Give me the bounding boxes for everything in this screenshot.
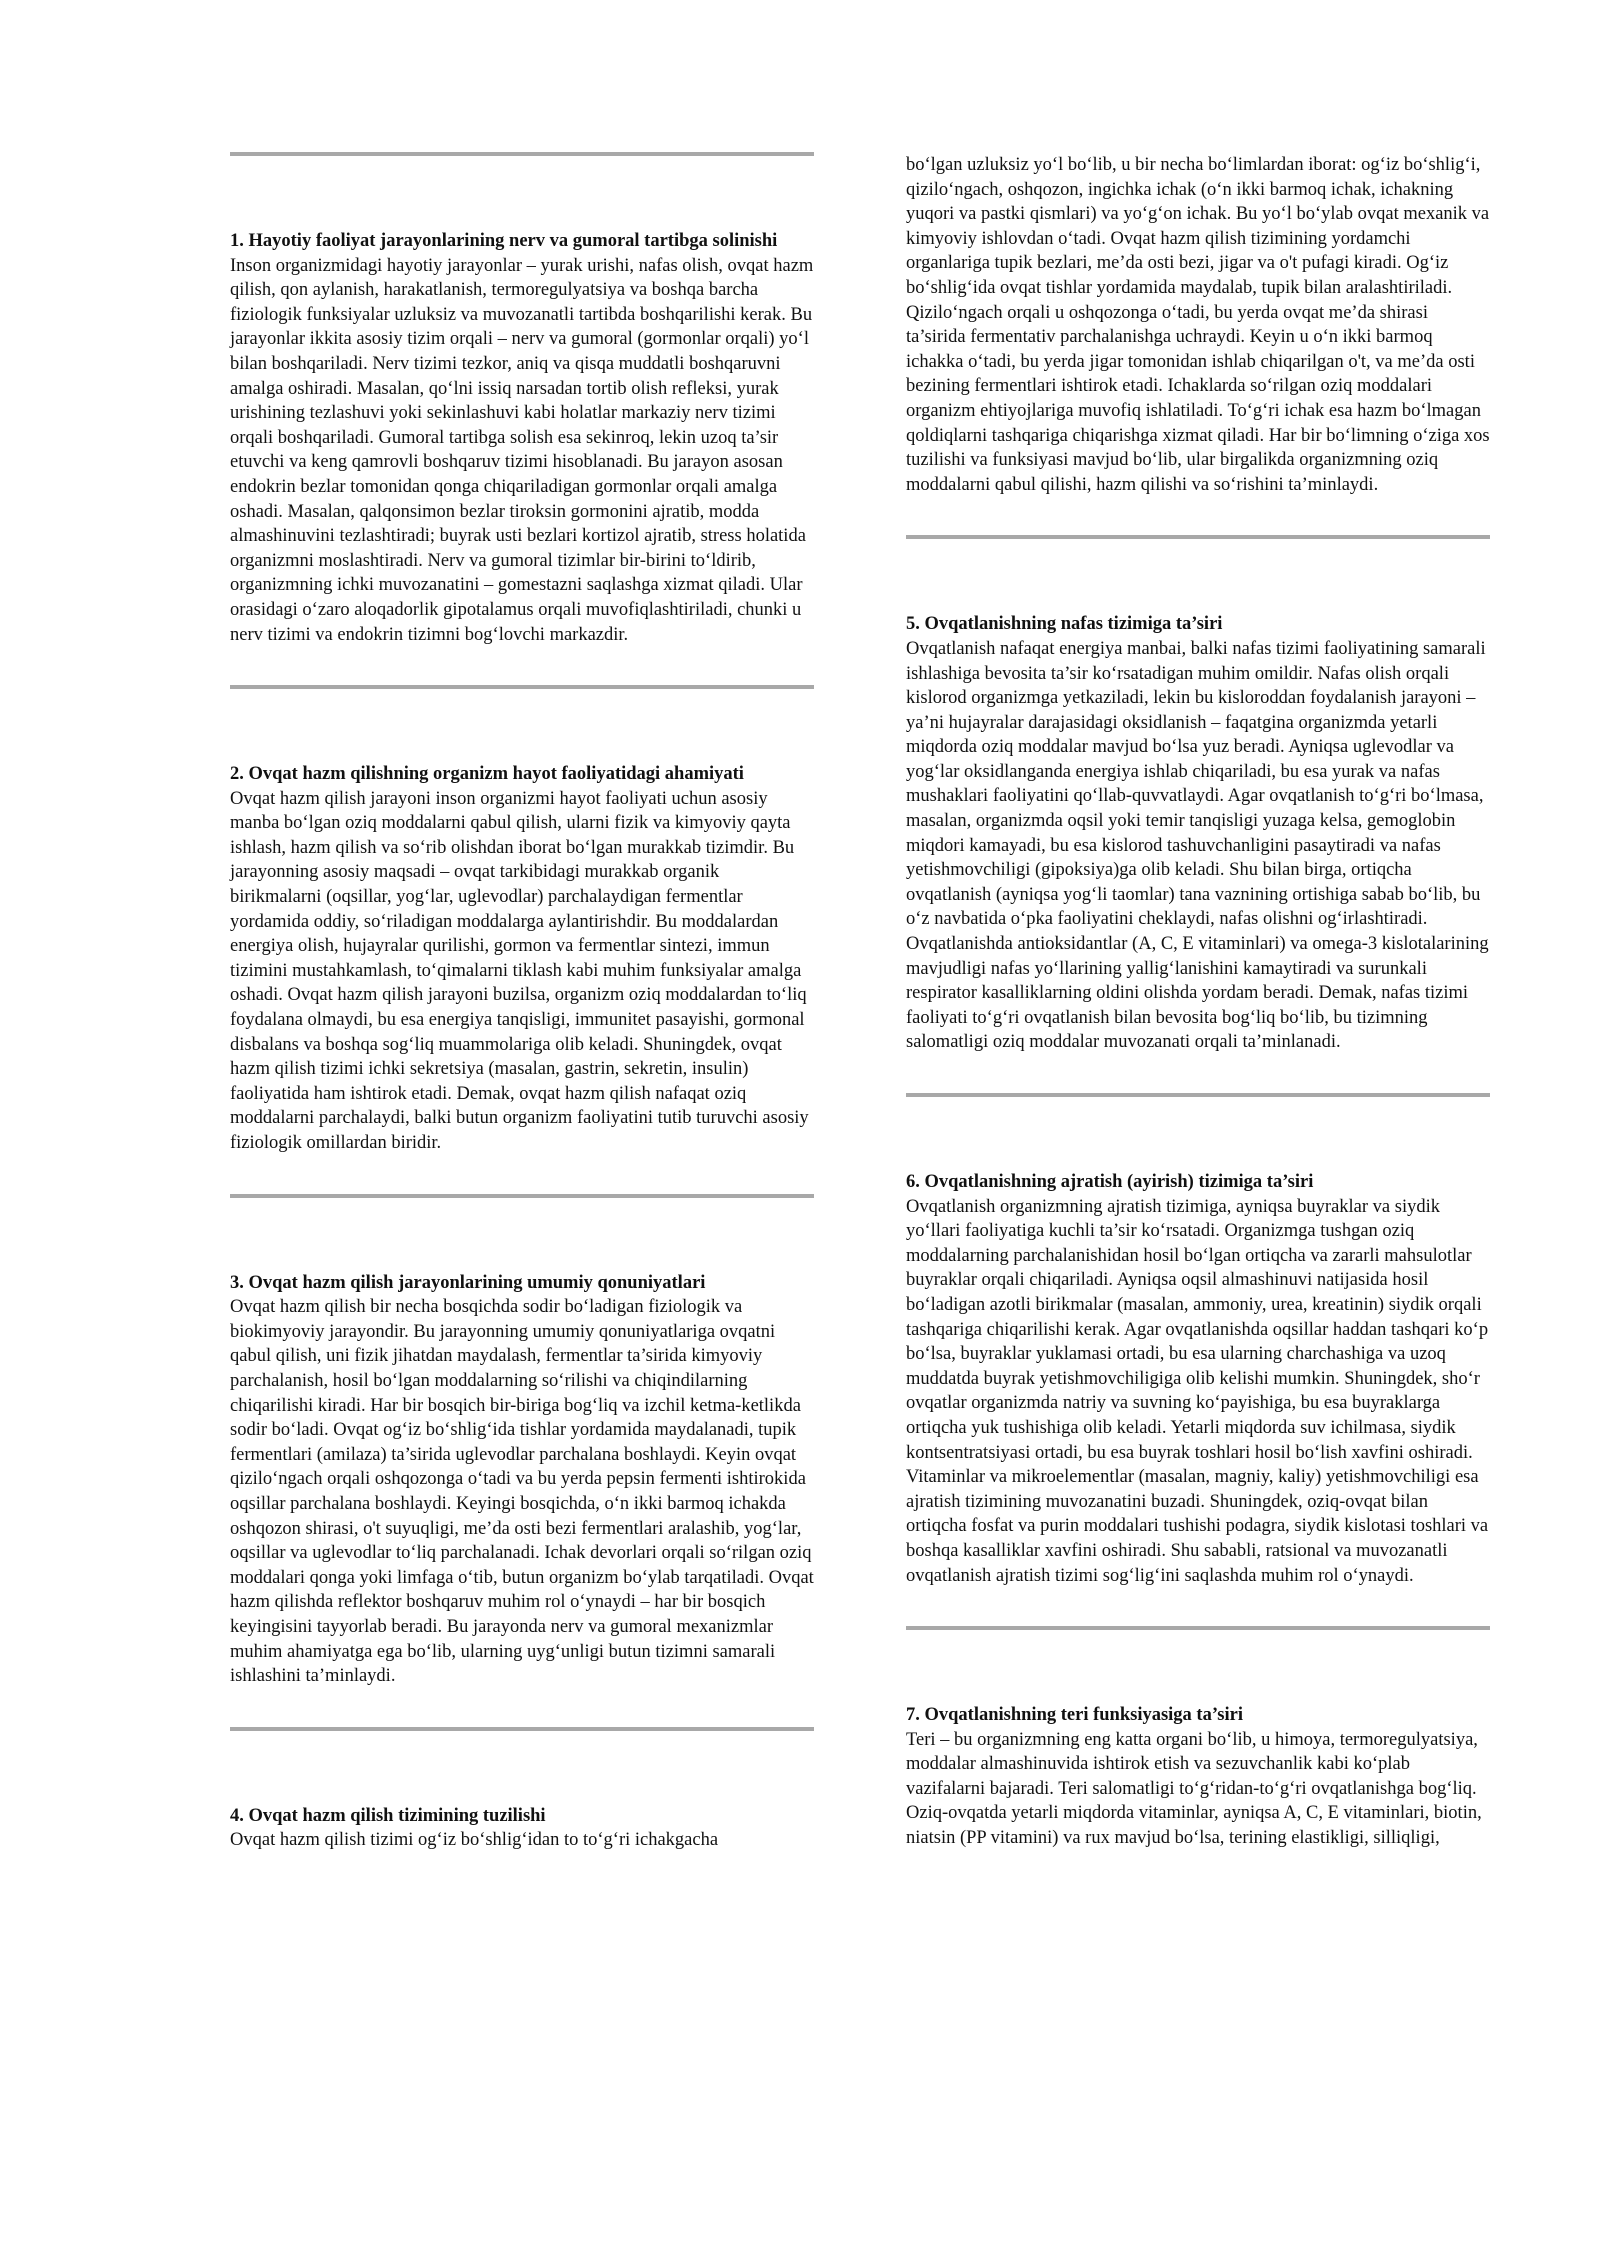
section-3 [230,1271,814,1689]
section-heading: 1. Hayotiy faoliyat jarayonlarining nerv va gumoral tartibga solinishi [230,231,778,251]
left-column [230,0,814,1853]
section-body: Ovqat hazm qilish jarayoni inson organizmi hayot faoliyati uchun asosiy manba bo‘lgan oziq moddalarni qabul qilish, ularni fizik va kimyoviy qayta ishlash, hazm qilish va so‘rib olishdan iborat bo‘lgan murakkab tizimdir. Bu jarayonning asosiy maqsadi – ovqat tarkibidagi murakkab organik birikmalarni (oqsillar, yog‘lar, uglevodlar) parchalaydigan fermentlar yordamida oddiy, so‘riladigan moddalarga aylantirishdir. Bu moddalardan energiya olish, hujayralar qurilishi, gormon va fermentlar sintezi, immun tizimini mustahkamlash, to‘qimalarni tiklash kabi muhim funksiyalar amalga oshadi. Ovqat hazm qilish jarayoni buzilsa, organizm oziq moddalardan to‘liq foydalana olmaydi, bu esa energiya tanqisligi, immunitet pasayishi, gormonal disbalans va boshqa sog‘liq muammolariga olib keladi. Shuningdek, ovqat hazm qilish tizimi ichki sekretsiya (masalan, gastrin, sekretin, insulin) faoliyatida ham ishtirok etadi. Demak, ovqat hazm qilish nafaqat oziq moddalarni parchalaydi, balki butun organizm faoliyatini tutib turuvchi asosiy fiziologik omillardan biridir. [230,788,809,1153]
section-body: Teri – bu organizmning eng katta organi bo‘lib, u himoya, termoregulyatsiya, moddalar almashinuvida ishtirok etish va sezuvchanlik kabi ko‘plab vazifalarni bajaradi. Teri salomatligi to‘g‘ridan-to‘g‘ri ovqatlanishga bog‘liq. Oziq-ovqatda yetarli miqdorda vitaminlar, ayniqsa A, C, E vitaminlari, biotin, niatsin (PP vitamini) va rux mavjud bo‘lsa, terining elastikligi, silliqligi, [906,1729,1482,1849]
section-heading: 2. Ovqat hazm qilishning organizm hayot faoliyatidagi ahamiyati [230,764,744,785]
section-divider [230,1194,814,1198]
section-heading: 6. Ovqatlanishning ajratish (ayirish) tizimiga ta’siri [906,1172,1314,1192]
section-body: Ovqat hazm qilish tizimi og‘iz bo‘shlig‘idan to to‘g‘ri ichakgacha [230,1830,719,1851]
section-divider [230,685,814,689]
section-heading: 4. Ovqat hazm qilish tizimining tuzilishi [230,1805,546,1826]
section-body: bo‘lgan uzluksiz yo‘l bo‘lib, u bir necha bo‘limlardan iborat: og‘iz bo‘shlig‘i, qizilo‘ngach, oshqozon, ingichka ichak (o‘n ikki barmoq ichak, ichakning yuqori va pastki qismlari) va yo‘g‘on ichak. Bu yo‘l bo‘ylab ovqat mexanik va kimyoviy ishlovdan o‘tadi. Ovqat hazm qilish tizimining yordamchi organlariga tupik bezlari, me’da osti bezi, jigar va o't pufagi kiradi. Og‘iz bo‘shlig‘ida ovqat tishlar yordamida maydalab, tupik bilan aralashtiriladi. Qizilo‘ngach orqali u oshqozonga o‘tadi, bu yerda ovqat me’da shirasi ta’sirida fermentativ parchalanishga uchraydi. Keyin u o‘n ikki barmoq ichakka o‘tadi, bu yerda jigar tomonidan ishlab chiqarilgan o't, va me’da osti bezining fermentlari ishtirok etadi. Ichaklarda so‘rilgan oziq moddalari organizm ehtiyojlariga muvofiq ishlatiladi. To‘g‘ri ichak esa hazm bo‘lmagan qoldiqlarni tashqariga chiqarishga xizmat qiladi. Har bir bo‘limning o‘ziga xos tuzilishi va funksiyasi mavjud bo‘lib, ular birgalikda organizmning oziq moddalarni qabul qilishi, hazm qilishi va so‘rishini ta’minlaydi. [906,155,1490,495]
section-heading: 3. Ovqat hazm qilish jarayonlarining umumiy qonuniyatlari [230,1272,706,1293]
section-2 [230,762,814,1156]
section-divider [906,535,1490,539]
section-4-continuation [906,153,1490,497]
section-body: Ovqatlanish organizmning ajratish tizimiga, ayniqsa buyraklar va siydik yo‘llari faoliyatiga kuchli ta’sir ko‘rsatadi. Organizmga tushgan oziq moddalarning parchalanishidan hosil bo‘lgan ortiqcha va zararli mahsulotlar buyraklar orqali chiqariladi. Ayniqsa oqsil almashinuvi natijasida hosil bo‘ladigan azotli birikmalar (masalan, ammoniy, urea, kreatinin) siydik orqali tashqariga chiqarilishi kerak. Agar ovqatlanishda oqsillar haddan tashqari ko‘p bo‘lsa, buyraklar yuklamasi ortadi, bu esa ularning charchashiga va uzoq muddatda buyrak yetishmovchiligiga olib kelishi mumkin. Shuningdek, sho‘r ovqatlar organizmda natriy va suvning ko‘payishiga, bu esa buyraklarga ortiqcha yuk tushishiga olib keladi. Yetarli miqdorda suv ichilmasa, siydik kontsentratsiyasi ortadi, bu esa buyrak toshlari hosil bo‘lish xavfini oshiradi. Vitaminlar va mikroelementlar (masalan, magniy, kaliy) yetishmovchiligi esa ajratish tizimining muvozanatini buzadi. Shuningdek, oziq-ovqat bilan ortiqcha fosfat va purin moddalari tushishi podagra, siydik kislotasi toshlari va boshqa kasalliklar xavfini oshiradi. Shu sababli, ratsional va muvozanatli ovqatlanish ajratish tizimi sog‘lig‘ini saqlashda muhim rol o‘ynaydi. [906,1196,1489,1586]
section-body: Ovqat hazm qilish bir necha bosqichda sodir bo‘ladigan fiziologik va biokimyoviy jarayondir. Bu jarayonning umumiy qonuniyatlariga ovqatni qabul qilish, uni fizik jihatdan maydalash, fermentlar ta’sirida kimyoviy parchalanish, hosil bo‘lgan moddalarning so‘rilishi va chiqindilarning chiqarilishi kiradi. Har bir bosqich bir-biriga bog‘liq va izchil ketma-ketlikda sodir bo‘ladi. Ovqat og‘iz bo‘shlig‘ida tishlar yordamida maydalanadi, tupik fermentlari (amilaza) ta’sirida uglevodlar parchalana boshlaydi. Keyin ovqat qizilo‘ngach orqali oshqozonga o‘tadi va bu yerda pepsin fermenti ishtirokida oqsillar parchalana boshlaydi. Keyingi bosqichda, o‘n ikki barmoq ichakda oshqozon shirasi, o't suyuqligi, me’da osti bezi fermentlari aralashib, yog‘lar, oqsillar va uglevodlar to‘liq parchalanadi. Ichak devorlari orqali so‘rilgan oziq moddalari qonga yoki limfaga o‘tib, butun organizm bo‘ylab tarqatiladi. Ovqat hazm qilishda reflektor boshqaruv muhim rol o‘ynaydi – har bir bosqich keyingisini tayyorlab beradi. Bu jarayonda nerv va gumoral mexanizmlar muhim ahamiyatga ega bo‘lib, ularning uyg‘unligi butun tizimni samarali ishlashini ta’minlaydi. [230,1297,814,1687]
section-1 [230,229,814,647]
section-body: Inson organizmidagi hayotiy jarayonlar – yurak urishi, nafas olish, ovqat hazm qilish, qon aylanish, harakatlanish, termoregulyatsiya va boshqa barcha fiziologik funksiyalar uzluksiz va muvozanatli tartibda boshqarilishi kerak. Bu jarayonlar ikkita asosiy tizim orqali – nerv va gumoral (gormonlar orqali) yo‘l bilan boshqariladi. Nerv tizimi tezkor, aniq va qisqa muddatli boshqaruvni amalga oshiradi. Masalan, qo‘lni issiq narsadan tortib olish refleksi, yurak urishining tezlashuvi yoki sekinlashuvi kabi holatlar markaziy nerv tizimi orqali boshqariladi. Gumoral tartibga solish esa sekinroq, lekin uzoq ta’sir etuvchi va keng qamrovli boshqaruv tizimi hisoblanadi. Bu jarayon asosan endokrin bezlar tomonidan qonga chiqariladigan gormonlar orqali amalga oshadi. Masalan, qalqonsimon bezlar tiroksin gormonini ajratib, modda almashinuvini tezlashtiradi; buyrak usti bezlari kortizol ajratib, stress holatida organizmni moslashtiradi. Nerv va gumoral tizimlar bir-birini to‘ldirib, organizmning ichki muvozanatini – gomestazni saqlashga xizmat qiladi. Ular orasidagi o‘zaro aloqadorlik gipotalamus orqali muvofiqlashtiriladi, chunki u nerv tizimi va endokrin tizimni bog‘lovchi markazdir. [230,255,814,645]
section-divider [906,1093,1490,1097]
section-heading: 5. Ovqatlanishning nafas tizimiga ta’siri [906,614,1223,635]
section-7 [906,1703,1490,1851]
section-body: Ovqatlanish nafaqat energiya manbai, balki nafas tizimi faoliyatining samarali ishlashiga bevosita ta’sir ko‘rsatadigan muhim omildir. Nafas olish orqali kislorod organizmga yetkaziladi, lekin bu kisloroddan foydalanish jarayoni – ya’ni hujayralar darajasidagi oksidlanish – faqatgina organizmda yetarli miqdorda oziq moddalar mavjud bo‘lsa yuz beradi. Ayniqsa uglevodlar va yog‘lar oksidlanganda energiya ishlab chiqariladi, bu esa yurak va nafas mushaklari faoliyatini qo‘llab-quvvatlaydi. Agar ovqatlanish to‘g‘ri bo‘lmasa, masalan, organizmda oqsil yoki temir tanqisligi yuzaga kelsa, gemoglobin miqdori kamayadi, bu esa kislorod tashuvchanligini pasaytiradi va nafas yetishmovchiligi (gipoksiya)ga olib keladi. Shu bilan birga, ortiqcha ovqatlanish (ayniqsa yog‘li taomlar) tana vaznining ortishiga sabab bo‘lib, bu o‘z navbatida o‘pka faoliyatini cheklaydi, nafas olishni og‘irlashtiradi. Ovqatlanishda antioksidantlar (A, C, E vitaminlari) va omega-3 kislotalarining mavjudligi nafas yo‘llarining yallig‘lanishini kamaytiradi va surunkali respirator kasalliklarning oldini olishda yordam beradi. Demak, nafas tizimi faoliyati to‘g‘ri ovqatlanish bilan bevosita bog‘liq bo‘lib, bu tizimning salomatligi oziq moddalar muvozanati orqali ta’minlanadi. [906,638,1489,1053]
section-divider [230,1727,814,1731]
section-5 [906,612,1490,1055]
section-6 [906,1170,1490,1588]
right-column [906,0,1490,1851]
section-divider [230,152,814,156]
section-4 [230,1804,814,1853]
section-heading: 7. Ovqatlanishning teri funksiyasiga ta’siri [906,1705,1243,1726]
section-divider [906,1626,1490,1630]
